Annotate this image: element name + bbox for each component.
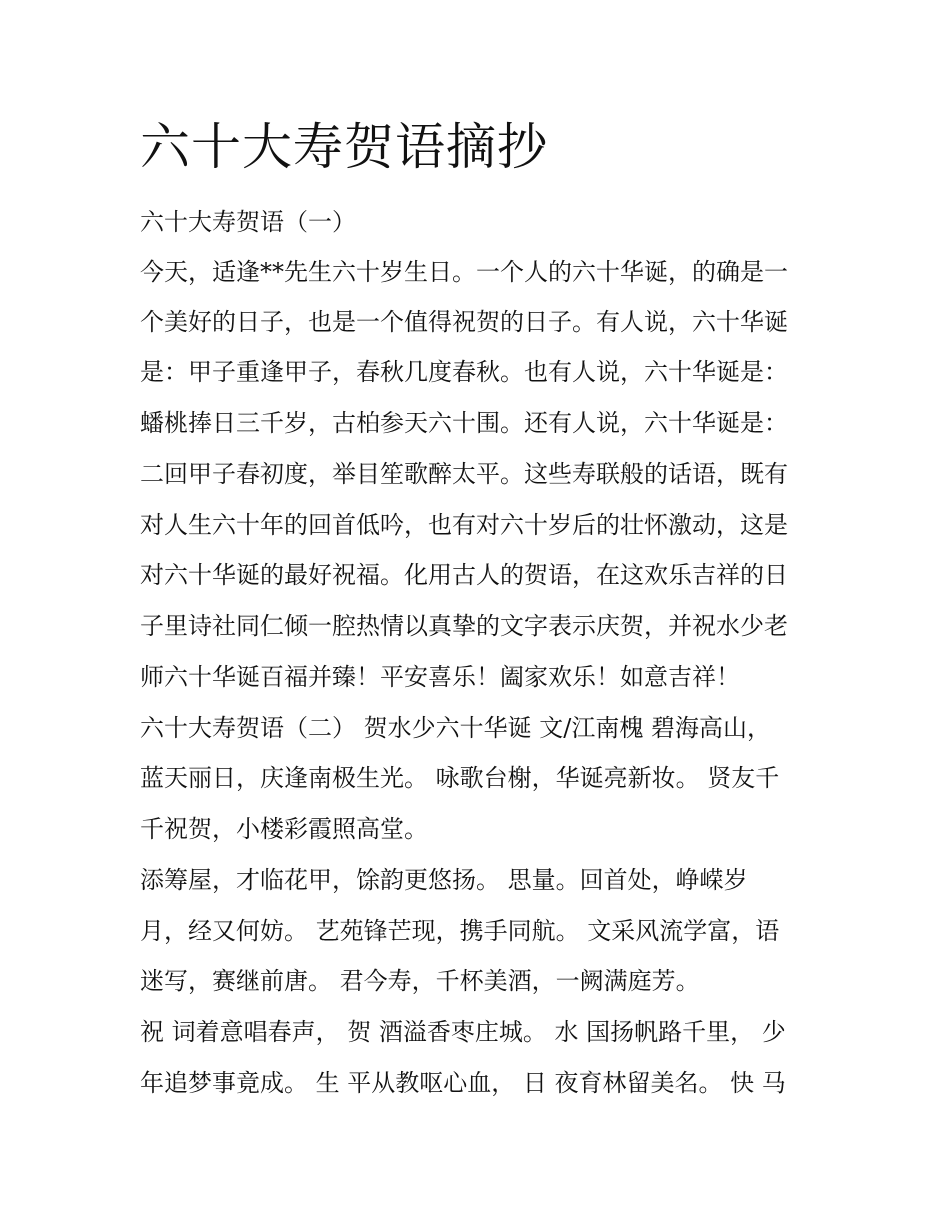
paragraph-line: 个美好的日子，也是一个值得祝贺的日子。有人说，六十华诞 — [140, 308, 788, 336]
acrostic-line: 年追梦事竟成。 生 平从教呕心血， 日 夜育林留美名。 快 马 — [140, 1069, 786, 1097]
poem-line: 迷写，赛继前唐。 君今寿，千杯美酒，一阙满庭芳。 — [140, 967, 700, 995]
paragraph-line: 今天，适逢**先生六十岁生日。一个人的六十华诞，的确是一 — [140, 258, 788, 286]
paragraph-line: 师六十华诞百福并臻！平安喜乐！阖家欢乐！如意吉祥！ — [140, 663, 740, 691]
section-heading-1: 六十大寿贺语（一） — [140, 208, 356, 236]
document-title: 六十大寿贺语摘抄 — [140, 118, 548, 176]
paragraph-line: 对人生六十年的回首低吟，也有对六十岁后的壮怀激动，这是 — [140, 511, 788, 539]
poem-line: 添筹屋，才临花甲，馀韵更悠扬。 思量。回首处，峥嵘岁 — [140, 866, 748, 894]
paragraph-line: 子里诗社同仁倾一腔热情以真挚的文字表示庆贺，并祝水少老 — [140, 612, 788, 640]
poem-line: 千祝贺，小楼彩霞照高堂。 — [140, 815, 428, 843]
paragraph-line: 蟠桃捧日三千岁，古柏参天六十围。还有人说，六十华诞是： — [140, 409, 788, 437]
poem-line: 蓝天丽日，庆逢南极生光。 咏歌台榭，华诞亮新妆。 贤友千 — [140, 764, 780, 792]
paragraph-line: 对六十华诞的最好祝福。化用古人的贺语，在这欢乐吉祥的日 — [140, 561, 788, 589]
paragraph-line: 二回甲子春初度，举目笙歌醉太平。这些寿联般的话语，既有 — [140, 460, 788, 488]
section-heading-2: 六十大寿贺语（二） 贺水少六十华诞 文/江南槐 碧海高山， — [140, 714, 771, 742]
paragraph-line: 是：甲子重逢甲子，春秋几度春秋。也有人说，六十华诞是： — [140, 358, 788, 386]
poem-line: 月，经又何妨。 艺苑锋芒现，携手同航。 文采风流学富，语 — [140, 917, 780, 945]
acrostic-line: 祝 词着意唱春声， 贺 酒溢香枣庄城。 水 国扬帆路千里， 少 — [140, 1018, 786, 1046]
